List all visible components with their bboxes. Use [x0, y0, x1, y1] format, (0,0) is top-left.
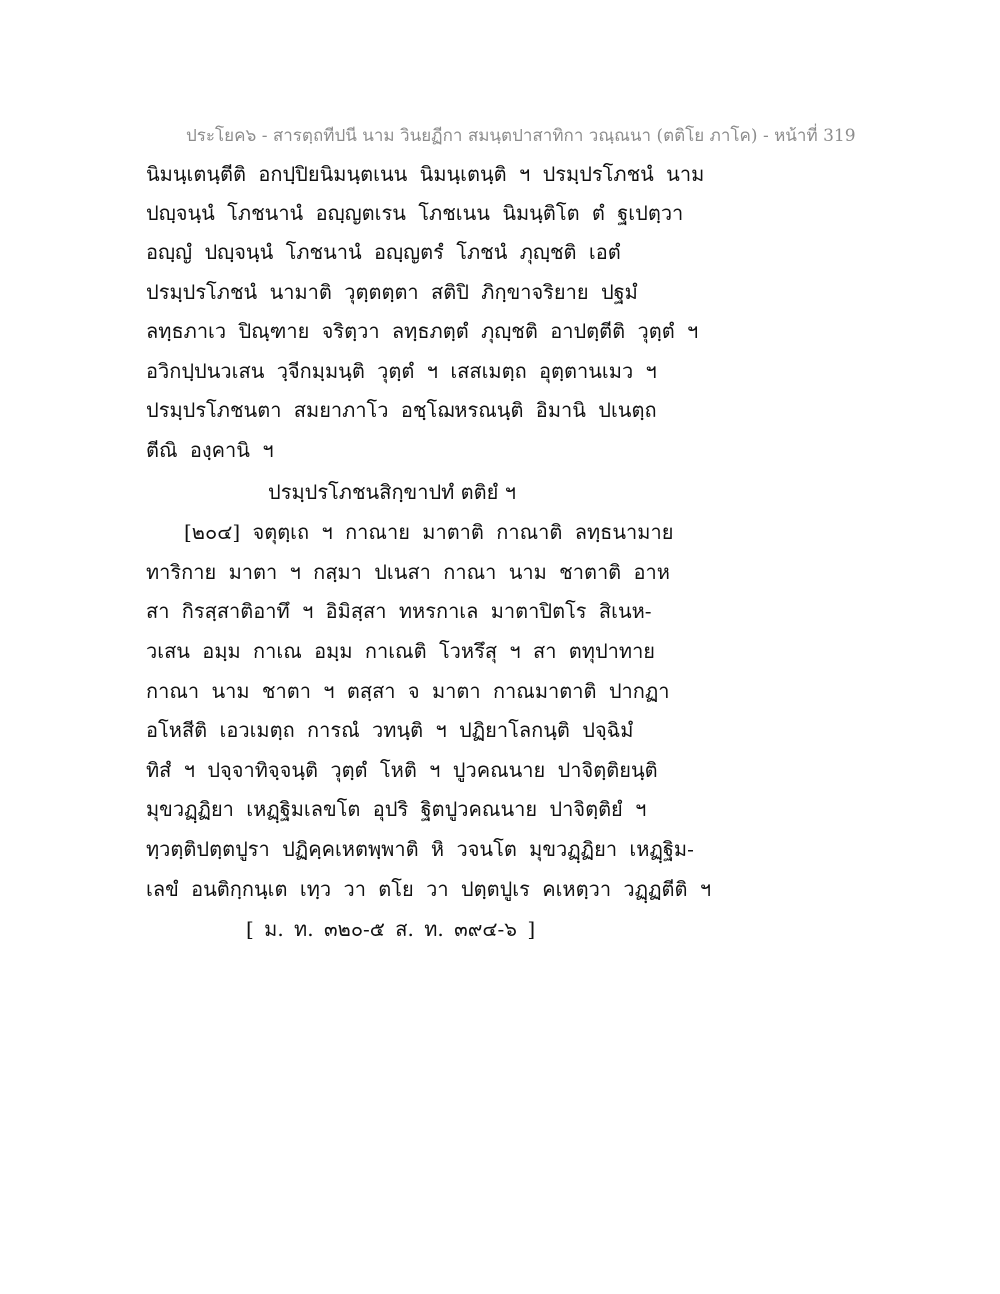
text-line: มุขวฏฺฏิยา เหฏฺฐิมเลขโต อุปริ ฐิตปูวคณนาย ปาจิตฺติยํ ฯ — [146, 797, 647, 821]
text-line: ปรมฺปรโภชนตา สมยาภาโว อชฺโฌหรณนฺติ อิมานิ ปเนตฺถ — [146, 398, 657, 422]
text-line: ทฺวตฺติปตฺตปูรา ปฏิคฺคเหตพฺพาติ หิ วจนโต มุขวฏฺฏิยา เหฏฺฐิม- — [146, 837, 694, 861]
reference-citation: [ ม. ท. ๓๒๐-๕ ส. ท. ๓๙๔-๖ ] — [246, 917, 536, 941]
text-line: กาณา นาม ชาตา ฯ ตสฺสา จ มาตา กาณมาตาติ ปากฏา — [146, 679, 670, 703]
text-line: อญฺญํ ปญฺจนฺนํ โภชนานํ อญฺญตรํ โภชนํ ภุญฺชติ เอตํ — [146, 240, 621, 264]
section-title: ปรมฺปรโภชนสิกฺขาปทํ ตติยํ ฯ — [268, 480, 516, 504]
text-line: อวิกปฺปนวเสน วฺจีกมฺมนฺติ วุตฺตํ ฯ เสสเมตฺถ อุตฺตานเมว ฯ — [146, 359, 657, 383]
text-line: นิมนฺเตนฺตีติ อกปฺปิยนิมนฺตเนน นิมนฺเตนฺติ ฯ ปรมฺปรโภชนํ นาม — [146, 162, 705, 186]
text-line: ตีณิ องฺคานิ ฯ — [146, 438, 274, 462]
text-line: ทาริกาย มาตา ฯ กสฺมา ปเนสา กาณา นาม ชาตาติ อาห — [146, 560, 670, 584]
text-line: สา กิรสฺสาติอาทึ ฯ อิมิสฺสา ทหรกาเล มาตาปิตโร สิเนห- — [146, 599, 652, 623]
text-line: ปรมฺปรโภชนํ นามาติ วุตฺตตฺตา สติปิ ภิกฺขาจริยาย ปฐมํ — [146, 280, 638, 304]
text-line: ลทฺธภาเว ปิณฺฑาย จริตฺวา ลทฺธภตฺตํ ภุญฺชติ อาปตฺตีติ วุตฺตํ ฯ — [146, 319, 699, 343]
text-line: ปญฺจนฺนํ โภชนานํ อญฺญตเรน โภชเนน นิมนฺติโต ตํ ฐเปตฺวา — [146, 201, 684, 225]
text-line: วเสน อมฺม กาเณ อมฺม กาเณติ โวหรึสุ ฯ สา ตทุปาทาย — [146, 639, 656, 663]
running-header: ประโยค๖ - สารตฺถทีปนี นาม วินยฏีกา สมนฺตปาสาทิกา วณฺณนา (ตติโย ภาโค) - หน้าที่ 319 — [186, 126, 856, 146]
text-line: อโหสีติ เอวเมตฺถ การณํ วทนฺติ ฯ ปฏิยาโลกนฺติ ปจฺฉิมํ — [146, 718, 634, 742]
text-line: เลขํ อนติกฺกนฺเต เทฺว วา ตโย วา ปตฺตปูเร คเหตฺวา วฏฺฏตีติ ฯ — [146, 877, 712, 901]
text-line: [๒๐๔] จตุตฺเถ ฯ กาณาย มาตาติ กาณาติ ลทฺธนามาย — [184, 520, 674, 544]
text-line: ทิสํ ฯ ปจฺจาทิจฺจนฺติ วุตฺตํ โหติ ฯ ปูวคณนาย ปาจิตฺติยนฺติ — [146, 758, 658, 782]
